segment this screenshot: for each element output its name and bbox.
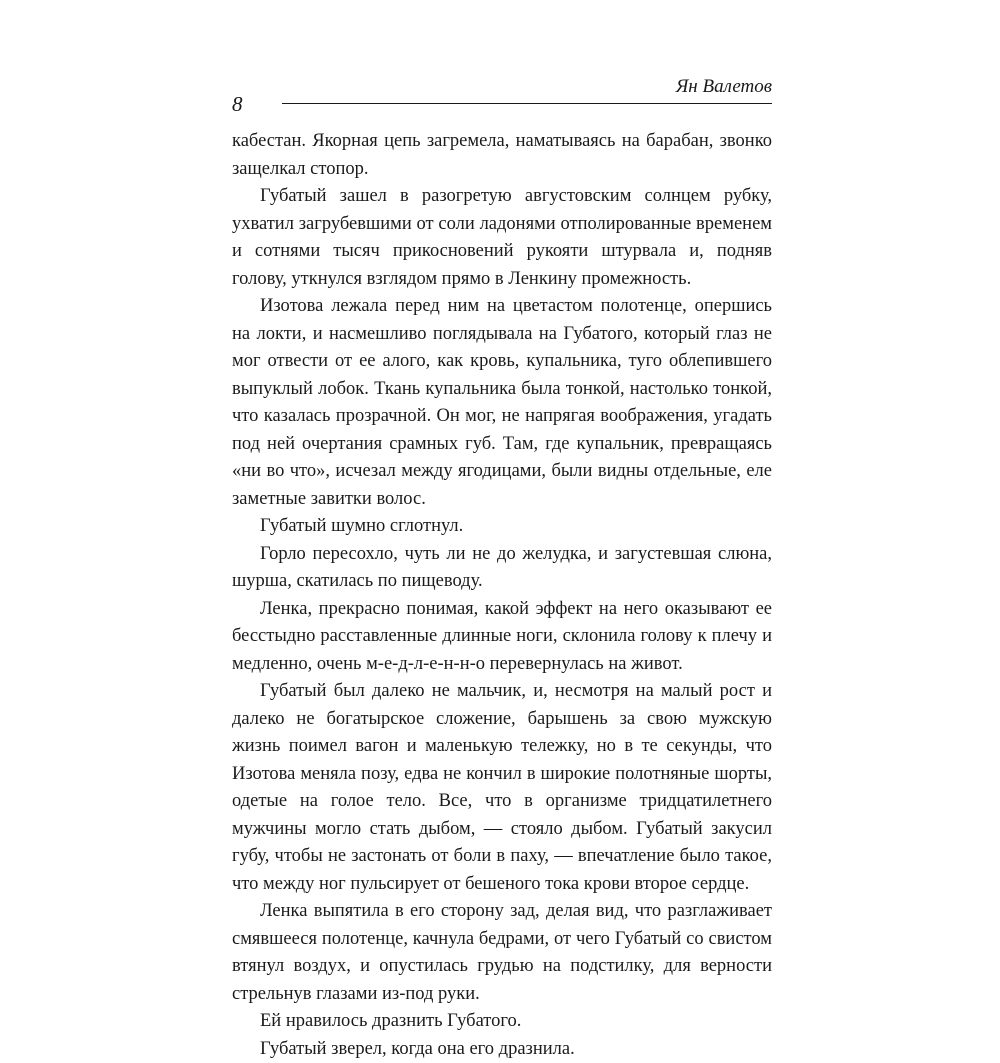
paragraph-6: Ленка, прекрасно понимая, какой эффект на него оказывают ее бесстыдно расставленные длинные ноги, склонила голову к плечу и медленно, очень м-е-д-л-е-н-н-о перевернулась на живот.: [232, 596, 772, 679]
header-rule: [282, 103, 772, 104]
paragraph-5: Горло пересохло, чуть ли не до желудка, и загустевшая слюна, шурша, скатилась по пищеводу.: [232, 541, 772, 596]
paragraph-8: Ленка выпятила в его сторону зад, делая вид, что разглаживает смявшееся полотенце, качнула бедрами, от чего Губатый со свистом втянул воздух, и опустилась грудью на подстилку, для верности стрельнув глазами из-под руки.: [232, 898, 772, 1008]
running-title-author: Ян Валетов: [676, 76, 772, 98]
paragraph-2: Губатый зашел в разогретую августовским солнцем рубку, ухватил загрубевшими от соли ладонями отполированные временем и сотнями тысяч прикосновений рукояти штурвала и, подняв голову, уткнулся взглядом прямо в Ленкину промежность.: [232, 183, 772, 293]
paragraph-4: Губатый шумно сглотнул.: [232, 513, 772, 541]
page-header: [232, 72, 772, 112]
paragraph-1: кабестан. Якорная цепь загремела, наматываясь на барабан, звонко защелкал стопор.: [232, 128, 772, 183]
page-number: 8: [232, 92, 243, 116]
paragraph-10: Губатый зверел, когда она его дразнила.: [232, 1036, 772, 1063]
paragraph-7: Губатый был далеко не мальчик, и, несмотря на малый рост и далеко не богатырское сложение, барышень за свою мужскую жизнь поимел вагон и маленькую тележку, но в те секунды, что Изотова меняла позу, едва не кончил в широкие полотняные шорты, одетые на голое тело. Все, что в организме тридцатилетнего мужчины могло стать дыбом, — стояло дыбом. Губатый закусил губу, чтобы не застонать от боли в паху, — впечатление было такое, что между ног пульсирует от бешеного тока крови второе сердце.: [232, 678, 772, 898]
paragraph-9: Ей нравилось дразнить Губатого.: [232, 1008, 772, 1036]
paragraph-3: Изотова лежала перед ним на цветастом полотенце, опершись на локти, и насмешливо поглядывала на Губатого, который глаз не мог отвести от ее алого, как кровь, купальника, туго облепившего выпуклый лобок. Ткань купальника была тонкой, настолько тонкой, что казалась прозрачной. Он мог, не напрягая воображения, угадать под ней очертания срамных губ. Там, где купальник, превращаясь «ни во что», исчезал между ягодицами, были видны отдельные, еле заметные завитки волос.: [232, 293, 772, 513]
body-text: [232, 128, 772, 1063]
